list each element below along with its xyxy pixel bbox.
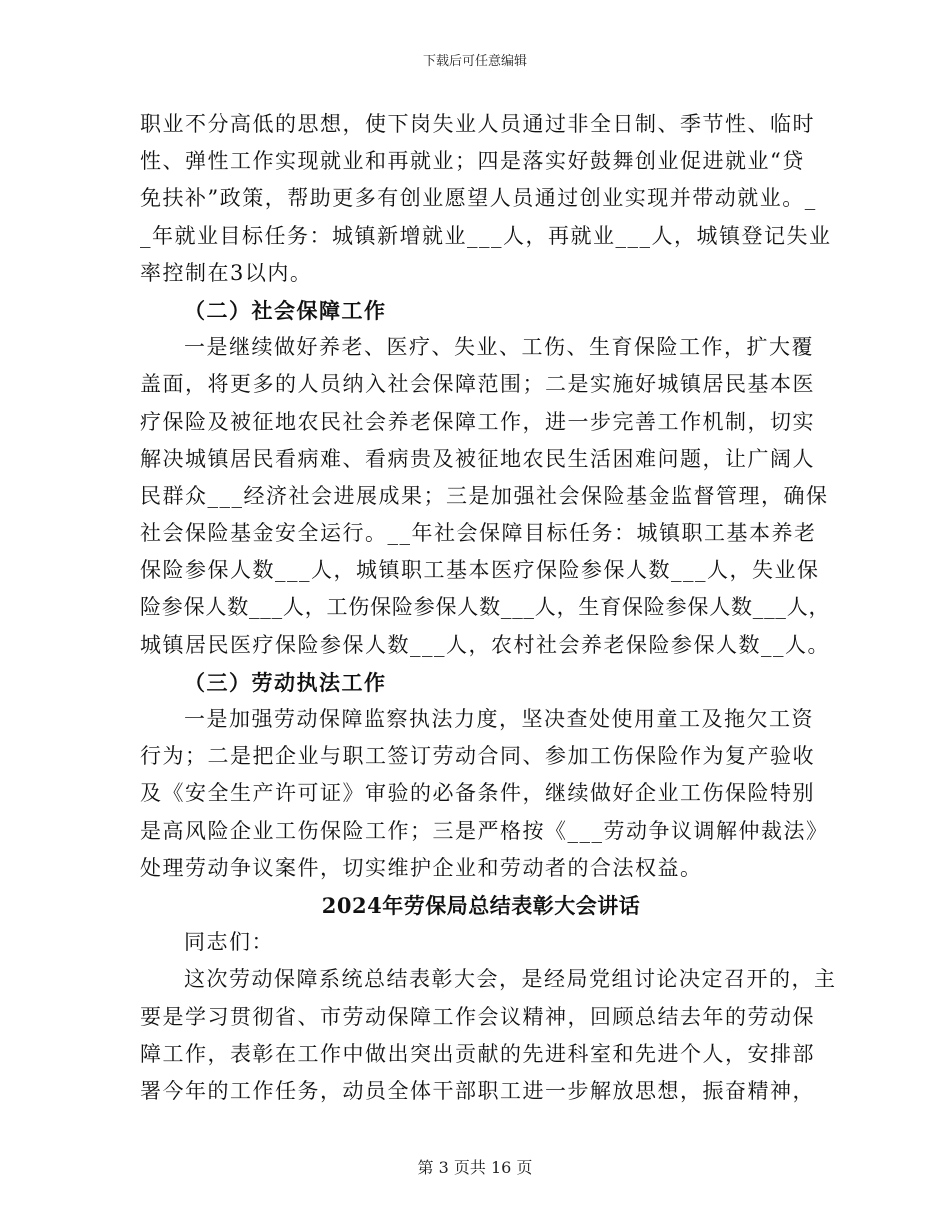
body-line: 及《安全生产许可证》审验的必备条件，继续做好企业工伤保险特别 xyxy=(140,781,815,806)
body-line: 疗保险及被征地农民社会养老保障工作，进一步完善工作机制，切实 xyxy=(140,409,815,434)
page-footer: 第 3 页共 16 页 xyxy=(417,1158,533,1177)
body-line: 一是继续做好养老、医疗、失业、工伤、生育保险工作，扩大覆 xyxy=(184,335,814,360)
body-line: 要是学习贯彻省、市劳动保障工作会议精神，回顾总结去年的劳动保 xyxy=(140,1004,815,1029)
body-line: 处理劳动争议案件，切实维护企业和劳动者的合法权益。 xyxy=(140,855,703,880)
body-line: 免扶补”政策，帮助更多有创业愿望人员通过创业实现并带动就业。_ xyxy=(140,186,817,211)
page-header: 下载后可任意编辑 xyxy=(422,54,527,69)
body-line: 民群众___经济社会进展成果；三是加强社会保险基金监督管理，确保 xyxy=(140,483,829,508)
body-line: 保险参保人数___人，城镇职工基本医疗保险参保人数___人，失业保 xyxy=(140,558,820,583)
body-line: 城镇居民医疗保险参保人数___人，农村社会养老保险参保人数__人。 xyxy=(140,632,830,657)
body-line: 社会保险基金安全运行。__年社会保障目标任务：城镇职工基本养老 xyxy=(140,521,817,546)
body-line: 解决城镇居民看病难、看病贵及被征地农民生活困难问题，让广阔人 xyxy=(140,446,815,471)
body-line: 职业不分高低的思想，使下岗失业人员通过非全日制、季节性、临时 xyxy=(140,112,815,136)
body-line: 是高风险企业工伤保险工作；三是严格按《___劳动争议调解仲裁法》 xyxy=(140,818,829,843)
section-heading-labor-enforcement: （三）劳动执法工作 xyxy=(184,669,387,695)
body-line: _年就业目标任务：城镇新增就业___人，再就业___人，城镇登记失业 xyxy=(140,223,832,248)
document-body xyxy=(140,106,837,1110)
section-heading-social-security: （二）社会保障工作 xyxy=(184,297,387,323)
body-line: 行为；二是把企业与职工签订劳动合同、参加工伤保险作为复产验收 xyxy=(140,744,815,769)
body-line: 率控制在3以内。 xyxy=(140,260,313,285)
salutation: 同志们： xyxy=(184,930,274,955)
body-line: 署今年的工作任务，动员全体干部职工进一步解放思想，振奋精神， xyxy=(140,1078,815,1103)
body-line: 这次劳动保障系统总结表彰大会，是经局党组讨论决定召开的，主 xyxy=(184,967,837,992)
body-line: 险参保人数___人，工伤保险参保人数___人，生育保险参保人数___人， xyxy=(140,595,831,620)
body-line: 一是加强劳动保障监察执法力度，坚决查处使用童工及拖欠工资 xyxy=(184,707,814,731)
body-line: 盖面，将更多的人员纳入社会保障范围；二是实施好城镇居民基本医 xyxy=(140,372,815,397)
document-title: 2024年劳保局总结表彰大会讲话 xyxy=(321,892,641,918)
body-line: 性、弹性工作实现就业和再就业；四是落实好鼓舞创业促进就业“贷 xyxy=(140,149,805,174)
body-line: 障工作，表彰在工作中做出突出贡献的先进科室和先进个人，安排部 xyxy=(140,1041,815,1066)
